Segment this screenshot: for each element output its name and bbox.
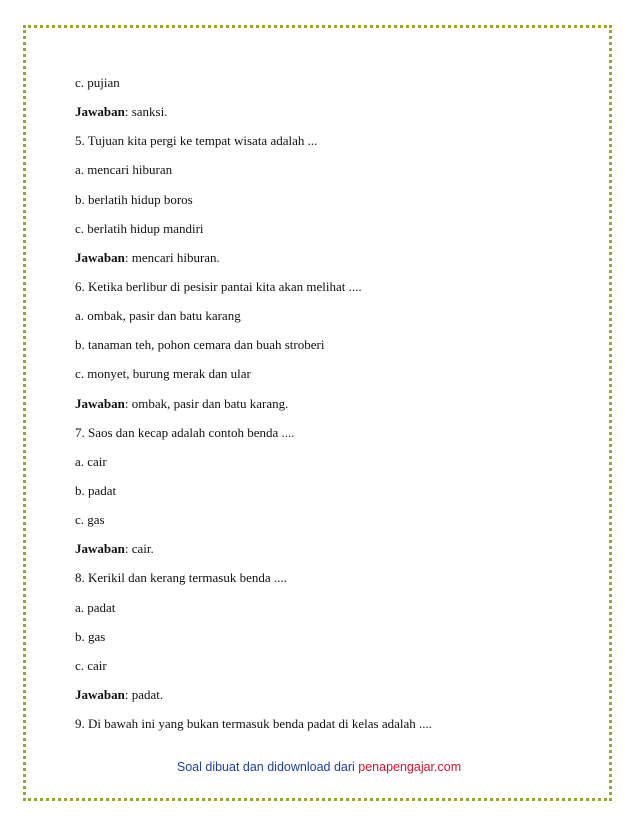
line-text: c. gas xyxy=(75,512,105,528)
text-line xyxy=(75,651,575,680)
answer-line xyxy=(75,97,575,126)
text-line xyxy=(75,418,575,447)
text-line xyxy=(75,330,575,359)
line-text: : mencari hiburan. xyxy=(124,249,220,265)
answer-label: Jawaban xyxy=(75,249,125,265)
answer-line xyxy=(75,243,575,272)
text-line xyxy=(75,593,575,622)
line-text: c. cair xyxy=(75,657,107,673)
line-text: b. berlatih hidup boros xyxy=(75,191,193,207)
line-text: b. padat xyxy=(75,482,117,498)
answer-line xyxy=(75,680,575,709)
footer-link[interactable]: penapengajar.com xyxy=(358,760,462,774)
line-text: : ombak, pasir dan batu karang. xyxy=(124,395,289,411)
line-text: b. gas xyxy=(75,628,106,644)
line-text: a. ombak, pasir dan batu karang xyxy=(75,308,241,324)
line-text: 8. Kerikil dan kerang termasuk benda .... xyxy=(75,570,287,586)
line-text: a. mencari hiburan xyxy=(75,162,173,178)
line-text: 6. Ketika berlibur di pesisir pantai kita akan melihat .... xyxy=(75,278,362,294)
text-line xyxy=(75,447,575,476)
text-line xyxy=(75,359,575,388)
text-line xyxy=(75,505,575,534)
text-line xyxy=(75,476,575,505)
answer-label: Jawaban xyxy=(75,686,125,702)
line-text: 5. Tujuan kita pergi ke tempat wisata adalah ... xyxy=(75,133,318,149)
line-text: 7. Saos dan kecap adalah contoh benda .... xyxy=(75,424,295,440)
line-text: : cair. xyxy=(124,541,154,557)
answer-label: Jawaban xyxy=(75,395,125,411)
line-text: c. pujian xyxy=(75,75,120,90)
answer-label: Jawaban xyxy=(75,104,125,120)
line-text: b. tanaman teh, pohon cemara dan buah stroberi xyxy=(75,337,325,353)
line-text: a. cair xyxy=(75,453,107,469)
footer-text: Soal dibuat dan didownload dari xyxy=(176,760,359,774)
line-text: : sanksi. xyxy=(124,104,168,120)
line-text: c. monyet, burung merak dan ular xyxy=(75,366,251,382)
text-line xyxy=(75,155,575,184)
text-line xyxy=(75,272,575,301)
text-line xyxy=(75,214,575,243)
line-text: : padat. xyxy=(124,686,164,702)
line-text: a. padat xyxy=(75,599,116,615)
text-line xyxy=(75,709,575,738)
text-line xyxy=(75,301,575,330)
answer-label: Jawaban xyxy=(75,541,125,557)
text-line xyxy=(75,563,575,592)
line-text: c. berlatih hidup mandiri xyxy=(75,220,204,236)
answer-line xyxy=(75,534,575,563)
text-line xyxy=(75,126,575,155)
line-text: 9. Di bawah ini yang bukan termasuk benda padat di kelas adalah .... xyxy=(75,716,433,732)
answer-line xyxy=(75,389,575,418)
text-line xyxy=(75,185,575,214)
text-line xyxy=(75,622,575,651)
footer xyxy=(0,760,638,774)
text-line xyxy=(75,68,575,97)
document-body xyxy=(75,68,575,738)
